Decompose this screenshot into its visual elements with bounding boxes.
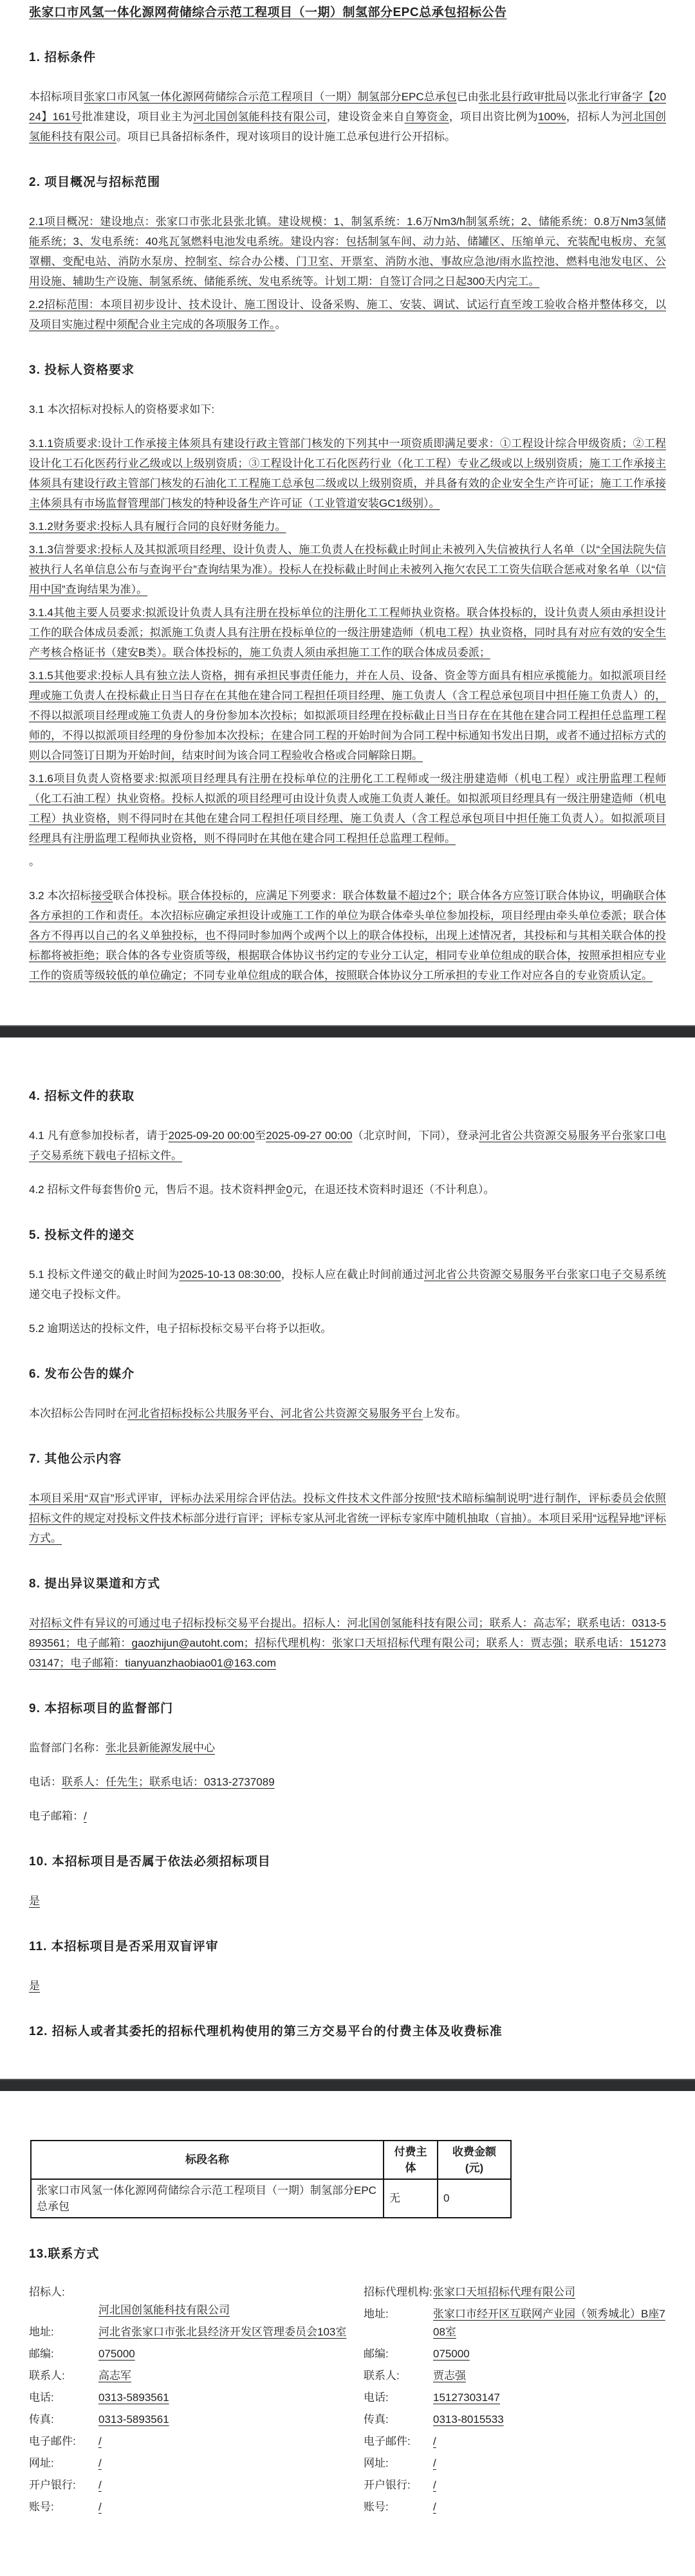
underlined-text: 本项目采用“双盲”形式评审，评标办法采用综合评估法。投标文件技术文件部分按照“技术暗标编制说明”进行制作，评标委员会依照招标文件的规定对投标文件技术标部分进行盲评；评标专家从河北省统一评标专家库中随机抽取（盲抽）。本项目采用“远程异地”评标方式。 (29, 1492, 666, 1544)
underlined-text: 是 (29, 1979, 40, 1992)
plain-text: ，项目出资比例为 (449, 110, 539, 123)
contact-row (29, 2345, 357, 2363)
contact-row (29, 2367, 357, 2385)
underlined-text: 张家口天垣招标代理有限公司 (433, 2285, 575, 2298)
plain-text: 元，在退还技术资料时退还（不计利息）。 (292, 1183, 495, 1196)
underlined-text: 0313-5893561 (98, 2413, 169, 2425)
contact-column-right (364, 2283, 666, 2520)
plain-text: 电子邮箱： (29, 1809, 84, 1822)
fee-table-cell: 张家口市风氢一体化源网荷储综合示范工程项目（一期）制氢部分EPC总承包 (31, 2179, 384, 2218)
contact-value (433, 2305, 666, 2341)
underlined-text: 15127303147 (433, 2391, 501, 2404)
underlined-text: / (433, 2434, 436, 2447)
plain-text: 递交电子投标文件。 (29, 1288, 127, 1301)
contact-label: 账号: (29, 2500, 54, 2513)
paragraph (29, 769, 666, 848)
plain-text: 4.2 招标文件每套售价 (29, 1183, 135, 1196)
underlined-text: 张家口市风氢一体化源网荷储综合示范工程项目（一期）制氢部分EPC总承包 (84, 90, 457, 103)
paragraph (29, 1488, 666, 1548)
paragraph (29, 399, 666, 419)
plain-text: 5.2 逾期送达的投标文件，电子招标投标交易平台将予以拒收。 (29, 1322, 332, 1335)
plain-text: ，建设资金来自 (326, 110, 405, 123)
underlined-text: 2.2招标范围：本项目初步设计、技术设计、施工图设计、设备采购、施工、安装、调试、试运行直至竣工验收合格并整体移交，以及项目实施过程中须配合业主完成的各项服务工作。 (29, 298, 666, 331)
contact-row (364, 2345, 666, 2363)
plain-text: （北京时间，下同），登录 (352, 1129, 479, 1142)
paragraph (29, 540, 666, 599)
fee-table-header-cell: 标段名称 (31, 2141, 384, 2179)
paragraph (29, 886, 666, 985)
contact-label: 邮编: (29, 2347, 54, 2360)
underlined-text: 是 (29, 1894, 40, 1907)
underlined-text: 2025-09-20 00:00 (168, 1129, 255, 1142)
contact-row (364, 2283, 666, 2301)
paragraph (29, 434, 666, 513)
plain-text: 本招标项目 (29, 90, 84, 103)
underlined-text: 张北县新能源发展中心 (106, 1741, 215, 1754)
underlined-text: 河北省公共资源交易服务平台张家口电子交易系统下载电子招标文件。 (29, 1129, 667, 1162)
plain-text: 。 (275, 318, 286, 331)
underlined-text: 高志军 (98, 2369, 131, 2382)
plain-text: 至 (254, 1129, 266, 1142)
page-break-band (0, 1025, 695, 1037)
underlined-text: 3.1.5其他要求:投标人具有独立法人资格，拥有承担民事责任能力，并在人员、设备、资金等方面具有相应承揽能力。如拟派项目经理或施工负责人在投标截止日当日存在在其他在建合同工程担任项目经理、施工负责人（含工程总承包项目中担任施工负责人）的，不得以拟派项目经理或施工负责人的身份参加本次投标；如拟派项目经理在投标截止日当日存在在其他在建合同工程担任总监理工程师的，不得以拟派项目经理的身份参加本次投标；在建合同工程的开始时间为合同工程中标通知书发出日期，或者不通过招标方式的则以合同签订日期为开始时间，结束时间为该合同工程验收合格或合同解除日期。 (29, 669, 666, 762)
contact-value (98, 2389, 357, 2407)
underlined-text: 075000 (433, 2347, 470, 2360)
contact-row (364, 2411, 666, 2429)
paragraph (29, 1613, 666, 1673)
paragraph (29, 212, 666, 291)
underlined-text: / (98, 2434, 102, 2447)
contact-column-left (29, 2283, 364, 2520)
underlined-text: 2025-10-13 08:30:00 (179, 1268, 281, 1281)
contact-label: 传真: (29, 2413, 54, 2425)
underlined-text: / (98, 2478, 102, 2491)
section-heading: 1. 招标条件 (29, 50, 97, 64)
contact-row (29, 2498, 357, 2516)
underlined-text: 3.1.6项目负责人资格要求:拟派项目经理具有注册在投标单位的注册化工工程师或一级注册建造师（机电工程）或注册监理工程师（化工石油工程）执业资格。投标人拟派的项目经理可由设计负责人或施工负责人兼任。如拟派项目经理具有一级注册建造师（机电工程）执业资格，则不得同时在其他在建合同工程担任项目经理、施工负责人（含工程总承包项目中担任施工负责人）。如拟派项目经理具有注册监理工程师执业资格，则不得同时在其他在建合同工程担任总监理工程师。 (29, 772, 666, 845)
plain-text: 以 (566, 90, 577, 103)
underlined-text: 河北国创氢能科技有限公司 (193, 110, 327, 123)
underlined-text: / (433, 2478, 436, 2491)
underlined-text: 0 (134, 1183, 141, 1196)
section-heading: 10. 本招标项目是否属于依法必须招标项目 (29, 1854, 271, 1868)
plain-text: 3.2 本次招标 (29, 889, 91, 902)
underlined-text: 3.1.3信誉要求:投标人及其拟派项目经理、设计负责人、施工负责人在投标截止时间止未被列入失信被执行人名单（以“全国法院失信被执行人名单信息公布与查询平台”查询结果为准）。投标人在投标截止时间止未被列入拖欠农民工工资失信联合惩戒对象名单（以“信用中国”查询结果为准）。 (29, 543, 666, 596)
contact-label: 开户银行: (29, 2478, 76, 2491)
plain-text: ，投标人应在截止时间前通过 (281, 1268, 424, 1281)
paragraph (29, 295, 666, 334)
underlined-text: 100% (538, 110, 566, 123)
underlined-text: / (98, 2500, 102, 2513)
underlined-text: / (84, 1809, 87, 1822)
paragraph (29, 1403, 666, 1423)
contact-label: 账号: (364, 2500, 389, 2513)
contact-row (29, 2476, 357, 2494)
underlined-text: 贾志强 (433, 2369, 466, 2382)
plain-text: 元，售后不退。技术资料押金 (140, 1183, 286, 1196)
contact-value (433, 2283, 666, 2301)
contact-value (98, 2498, 357, 2516)
contact-value (98, 2367, 357, 2385)
contact-row (364, 2476, 666, 2494)
plain-text: 本次招标公告同时在 (29, 1407, 127, 1420)
contact-row (364, 2433, 666, 2451)
plain-text: 。 (29, 855, 40, 868)
contact-value (433, 2476, 666, 2494)
contact-value (98, 2283, 357, 2319)
paragraph (29, 1738, 666, 1758)
plain-text: 。项目已具备招标条件，现对该项目的设计施工总承包进行公开招标。 (116, 130, 456, 143)
paragraph (29, 603, 666, 662)
underlined-text: 对招标文件有异议的可通过电子招标投标交易平台提出。招标人：河北国创氢能科技有限公司；联系人：高志军；联系电话：0313-5893561；电子邮箱：gaozhijun@autoht.com；招标代理机构：张家口天垣招标代理有限公司；联系人：贾志强；联系电话：15127303147；电子邮箱：tianyuanzhaobiao01@163.com (29, 1616, 666, 1669)
contact-row (364, 2454, 666, 2472)
contact-label: 地址: (29, 2325, 54, 2338)
underlined-text: 河北国创氢能科技有限公司 (98, 2303, 230, 2316)
contact-value (98, 2433, 357, 2451)
contact-row (364, 2305, 666, 2341)
paragraph (29, 516, 666, 536)
section-heading: 13.联系方式 (29, 2247, 100, 2261)
contact-value (433, 2498, 666, 2516)
underlined-text: 0 (286, 1183, 293, 1196)
underlined-text: 联合体投标的，应满足下列要求：联合体数量不超过2个；联合体各方应签订联合体协议，明确联合体各方承担的工作和责任。本次招标应确定承担设计或施工工作的单位为联合体牵头单位参加投标，项目经理由牵头单位委派；联合体各方不得再以自己的名义单独投标，也不得同时参加两个或两个以上的联合体投标，出现上述情况者，其投标和与其相关联合体的投标都将被拒绝；联合体的各专业资质等级，根据联合体协议书约定的专业分工认定，相同专业单位组成的联合体，按照承担相应专业工作的资质等级较低的单位确定；不同专业单位组成的联合体，按照联合体协议分工所承担的专业工作对应各自的专业资质认定。 (29, 889, 667, 982)
section-heading: 7. 其他公示内容 (29, 1452, 122, 1466)
underlined-text: / (433, 2456, 436, 2469)
contact-value (433, 2454, 666, 2472)
paragraph (29, 87, 666, 147)
document-content (29, 48, 666, 2520)
section-heading: 11. 本招标项目是否采用双盲评审 (29, 1939, 219, 1953)
fee-table (30, 2140, 512, 2218)
contact-row (364, 2367, 666, 2385)
section-heading: 5. 投标文件的递交 (29, 1228, 135, 1242)
contact-row (364, 2498, 666, 2516)
underlined-text: 自筹资金 (404, 110, 449, 123)
contact-row (29, 2323, 357, 2341)
contact-value (98, 2476, 357, 2494)
underlined-text: 张家口市经开区互联网产业园（领秀城北）B座708室 (433, 2307, 665, 2338)
paragraph (29, 1126, 666, 1165)
underlined-text: 河北国创氢能科技有限公司 (29, 110, 667, 143)
contact-label: 网址: (364, 2456, 389, 2469)
plain-text: 批准建设，项目业主为 (82, 110, 194, 123)
plain-text: 上发布。 (423, 1407, 467, 1420)
underlined-text: 联系人：任先生；联系电话：0313-2737089 (62, 1775, 275, 1788)
underlined-text: 3.1.2财务要求:投标人具有履行合同的良好财务能力。 (29, 520, 286, 533)
contact-label: 传真: (364, 2413, 389, 2425)
paragraph (29, 1806, 666, 1826)
paragraph (29, 1319, 666, 1338)
underlined-text: 0313-8015533 (433, 2413, 504, 2425)
paragraph (29, 1265, 666, 1304)
fee-table-row (31, 2179, 511, 2218)
fee-table-cell: 无 (384, 2179, 438, 2218)
underlined-text: 河北省公共资源交易服务平台张家口电子交易系统 (423, 1268, 667, 1281)
section-heading: 12. 招标人或者其委托的招标代理机构使用的第三方交易平台的付费主体及收费标准 (29, 2024, 503, 2038)
plain-text: 已由 (456, 90, 479, 103)
contact-row (29, 2411, 357, 2429)
underlined-text: / (98, 2456, 102, 2469)
contact-label: 联系人: (29, 2369, 65, 2382)
fee-table-header-cell: 付费主体 (384, 2141, 438, 2179)
underlined-text: / (433, 2500, 436, 2513)
fee-table-header-row (31, 2141, 511, 2179)
underlined-text: 河北省张家口市张北县经济开发区管理委员会103室 (98, 2325, 347, 2338)
underlined-text: 2025-09-27 00:00 (266, 1129, 353, 1142)
contact-value (433, 2389, 666, 2407)
contact-row (29, 2433, 357, 2451)
contact-label: 招标人: (29, 2285, 65, 2298)
contact-label: 联系人: (364, 2369, 400, 2382)
paragraph (29, 1976, 666, 1996)
contact-label: 电子邮件: (364, 2434, 411, 2447)
underlined-text: 2.1项目概况：建设地点：张家口市张北县张北镇。建设规模：1、制氢系统：1.6万Nm3/h制氢系统；2、储能系统：0.8万Nm3氢储能系统；3、发电系统：40兆瓦氢燃料电池发电系统。建设内容：包括制氢车间、动力站、储罐区、压缩单元、充装配电板房、充氢罩棚、变配电站、消防水泵房、控制室、综合办公楼、门卫室、开票室、消防水池、事故应急池/雨水监控池、燃料电池发电区、公用设施、辅助生产设施、制氢系统、储能系统、发电系统等。计划工期：自签订合同之日起300天内完工。 (29, 215, 666, 288)
contact-value (433, 2433, 666, 2451)
paragraph (29, 1180, 666, 1200)
underlined-text: 接受 (91, 889, 113, 902)
contact-value (433, 2345, 666, 2363)
paragraph (29, 1772, 666, 1792)
contact-label: 电话: (29, 2391, 54, 2404)
contact-label: 招标代理机构: (364, 2285, 432, 2298)
paragraph (29, 1891, 666, 1911)
paragraph (29, 666, 666, 765)
plain-text: ，招标人为 (566, 110, 622, 123)
plain-text: 联合体投标。 (113, 889, 179, 902)
contact-row (29, 2389, 357, 2407)
contact-value (98, 2323, 357, 2341)
contact-label: 开户银行: (364, 2478, 411, 2491)
section-heading: 6. 发布公告的媒介 (29, 1367, 135, 1381)
contact-value (98, 2345, 357, 2363)
plain-text: 电话： (29, 1775, 62, 1788)
underlined-text: 张北县行政审批局 (478, 90, 566, 103)
contact-label: 邮编: (364, 2347, 389, 2360)
underlined-text: 河北省招标投标公共服务平台、河北省公共资源交易服务平台 (127, 1407, 423, 1420)
section-heading: 9. 本招标项目的监督部门 (29, 1701, 174, 1715)
paragraph (29, 852, 666, 872)
contacts-block (29, 2283, 666, 2520)
contact-value (98, 2454, 357, 2472)
page-break-band (0, 2079, 695, 2091)
contact-value (98, 2411, 357, 2429)
plain-text: 5.1 投标文件递交的截止时间为 (29, 1268, 180, 1281)
section-heading: 4. 招标文件的获取 (29, 1089, 135, 1103)
contact-row (364, 2389, 666, 2407)
underlined-text: 075000 (98, 2347, 135, 2360)
section-heading: 2. 项目概况与招标范围 (29, 175, 161, 189)
contact-value (433, 2367, 666, 2385)
underlined-text: 3.1.1资质要求:设计工作承接主体须具有建设行政主管部门核发的下列其中一项资质即满足要求：①工程设计综合甲级资质；②工程设计化工石化医药行业乙级或以上级别资质；③工程设计化工石化医药行业（化工工程）专业乙级或以上级别资质；施工工作承接主体须具有建设行政主管部门核发的石油化工工程施工总承包二级或以上级别资质，并具备有效的企业安全生产许可证；施工工作承接主体须具有市场监督管理部门核发的特种设备生产许可证（工业管道安装GC1级别）。 (29, 437, 666, 509)
contact-label: 电子邮件: (29, 2434, 76, 2447)
section-heading: 3. 投标人资格要求 (29, 363, 135, 377)
underlined-text: 0313-5893561 (98, 2391, 169, 2404)
fee-table-header-cell: 收费金额(元) (438, 2141, 511, 2179)
underlined-text: 张北行审备字【2024】161号 (29, 90, 667, 123)
contact-label: 网址: (29, 2456, 54, 2469)
contact-row (29, 2454, 357, 2472)
contact-label: 电话: (364, 2391, 389, 2404)
contact-row (29, 2283, 357, 2319)
section-heading: 8. 提出异议渠道和方式 (29, 1576, 161, 1591)
plain-text: 4.1 凡有意参加投标者，请于 (29, 1129, 169, 1142)
contact-value (433, 2411, 666, 2429)
plain-text: 监督部门名称： (29, 1741, 106, 1754)
fee-table-cell: 0 (438, 2179, 511, 2218)
plain-text: 3.1 本次招标对投标人的资格要求如下: (29, 403, 215, 416)
document-title: 张家口市风氢一体化源网荷储综合示范工程项目（一期）制氢部分EPC总承包招标公告 (29, 6, 507, 19)
underlined-text: 3.1.4其他主要人员要求:拟派设计负责人具有注册在投标单位的注册化工工程师执业资格。联合体投标的，设计负责人须由承担设计工作的联合体成员委派；拟派施工负责人具有注册在投标单位的一级注册建造师（机电工程）执业资格，同时具有对应有效的安全生产考核合格证书（建安B类）。联合体投标的，施工负责人须由承担施工工作的联合体成员委派； (29, 606, 666, 659)
contact-label: 地址: (364, 2307, 389, 2320)
